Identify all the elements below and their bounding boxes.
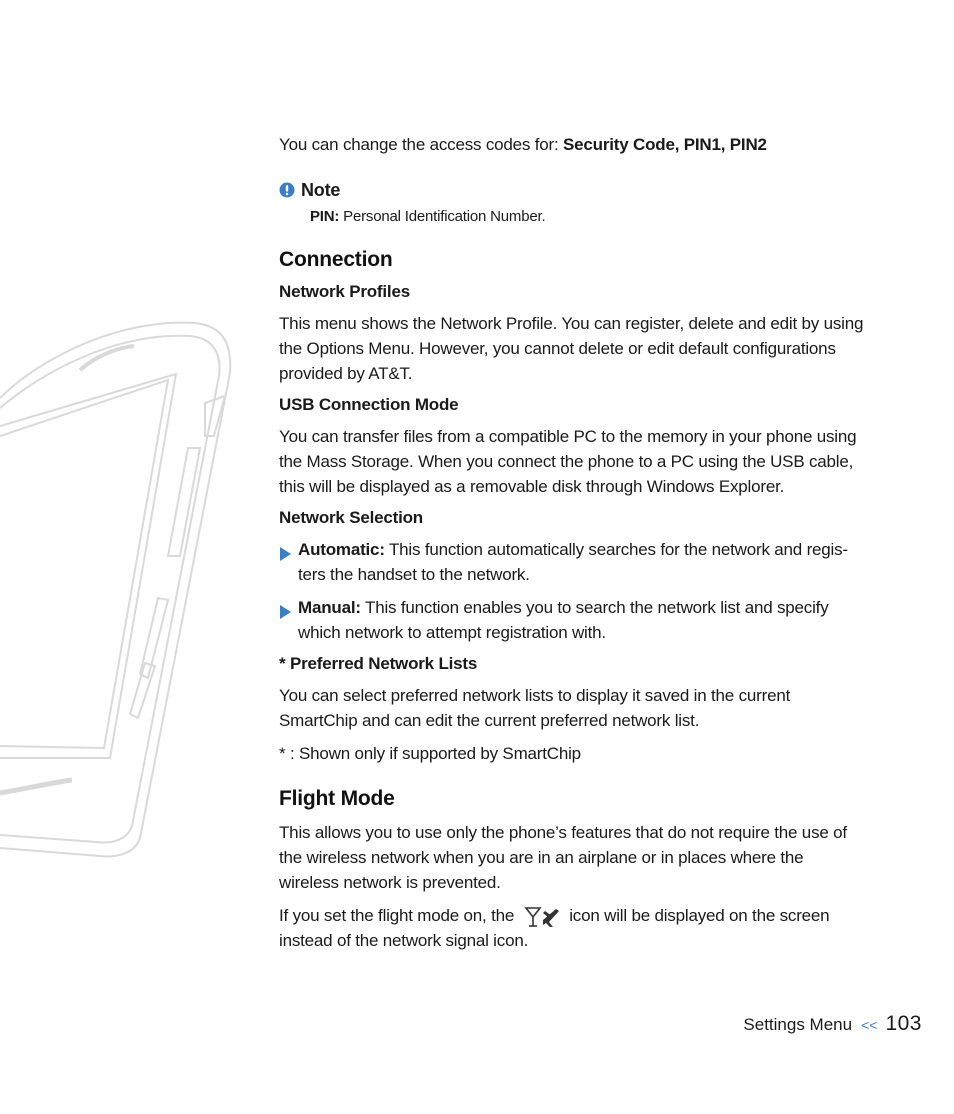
page-number: 103 bbox=[885, 1012, 922, 1035]
phone-illustration bbox=[0, 318, 240, 858]
connection-heading: Connection bbox=[279, 248, 393, 271]
page-footer bbox=[743, 1012, 922, 1036]
usb-connection-body: You can transfer files from a compatible PC to the memory in your phone using the Mass Storage. When you connect the phone to a PC using the USB cable, this will be displayed as a removable disk through Windows Explorer. bbox=[279, 427, 857, 496]
flight-mode-heading: Flight Mode bbox=[279, 787, 395, 810]
preferred-network-lists-body: You can select preferred network lists to display it saved in the current SmartChip and can edit the current preferred network list. bbox=[279, 686, 791, 730]
access-codes-list: Security Code, PIN1, PIN2 bbox=[563, 135, 767, 154]
note-heading: Note bbox=[279, 179, 864, 201]
flight-mode-icon-text: If you set the flight mode on, the icon will be displayed on the screen instead of the network signal icon. bbox=[279, 906, 830, 950]
network-selection-title: Network Selection bbox=[279, 508, 423, 527]
flight-mode-icon bbox=[523, 906, 561, 928]
note-text: PIN: Personal Identification Number. bbox=[310, 208, 546, 225]
list-item: Manual: This function enables you to search the network list and specify which network to attempt registration with. bbox=[279, 595, 864, 645]
exclamation-circle-icon bbox=[279, 182, 295, 198]
preferred-network-lists-title: * Preferred Network Lists bbox=[279, 654, 478, 673]
list-item: Automatic: This function automatically searches for the network and regis-ters the handset to the network. bbox=[279, 537, 864, 587]
network-profiles-body: This menu shows the Network Profile. You can register, delete and edit by using the Options Menu. However, you cannot delete or edit default configurations provided by AT&T. bbox=[279, 314, 864, 383]
flight-mode-body: This allows you to use only the phone’s features that do not require the use of the wireless network when you are in an airplane or in places where the wireless network is prevented. bbox=[279, 823, 847, 892]
access-codes-intro: You can change the access codes for: Security Code, PIN1, PIN2 bbox=[279, 135, 767, 154]
network-profiles-title: Network Profiles bbox=[279, 282, 410, 301]
footer-section-name: Settings Menu bbox=[743, 1015, 853, 1034]
usb-connection-title: USB Connection Mode bbox=[279, 395, 459, 414]
triangle-right-icon bbox=[279, 605, 291, 619]
chevron-left-icon: << bbox=[861, 1017, 878, 1033]
main-content bbox=[279, 132, 864, 961]
triangle-right-icon bbox=[279, 547, 291, 561]
smartchip-footnote: * : Shown only if supported by SmartChip bbox=[279, 744, 581, 763]
